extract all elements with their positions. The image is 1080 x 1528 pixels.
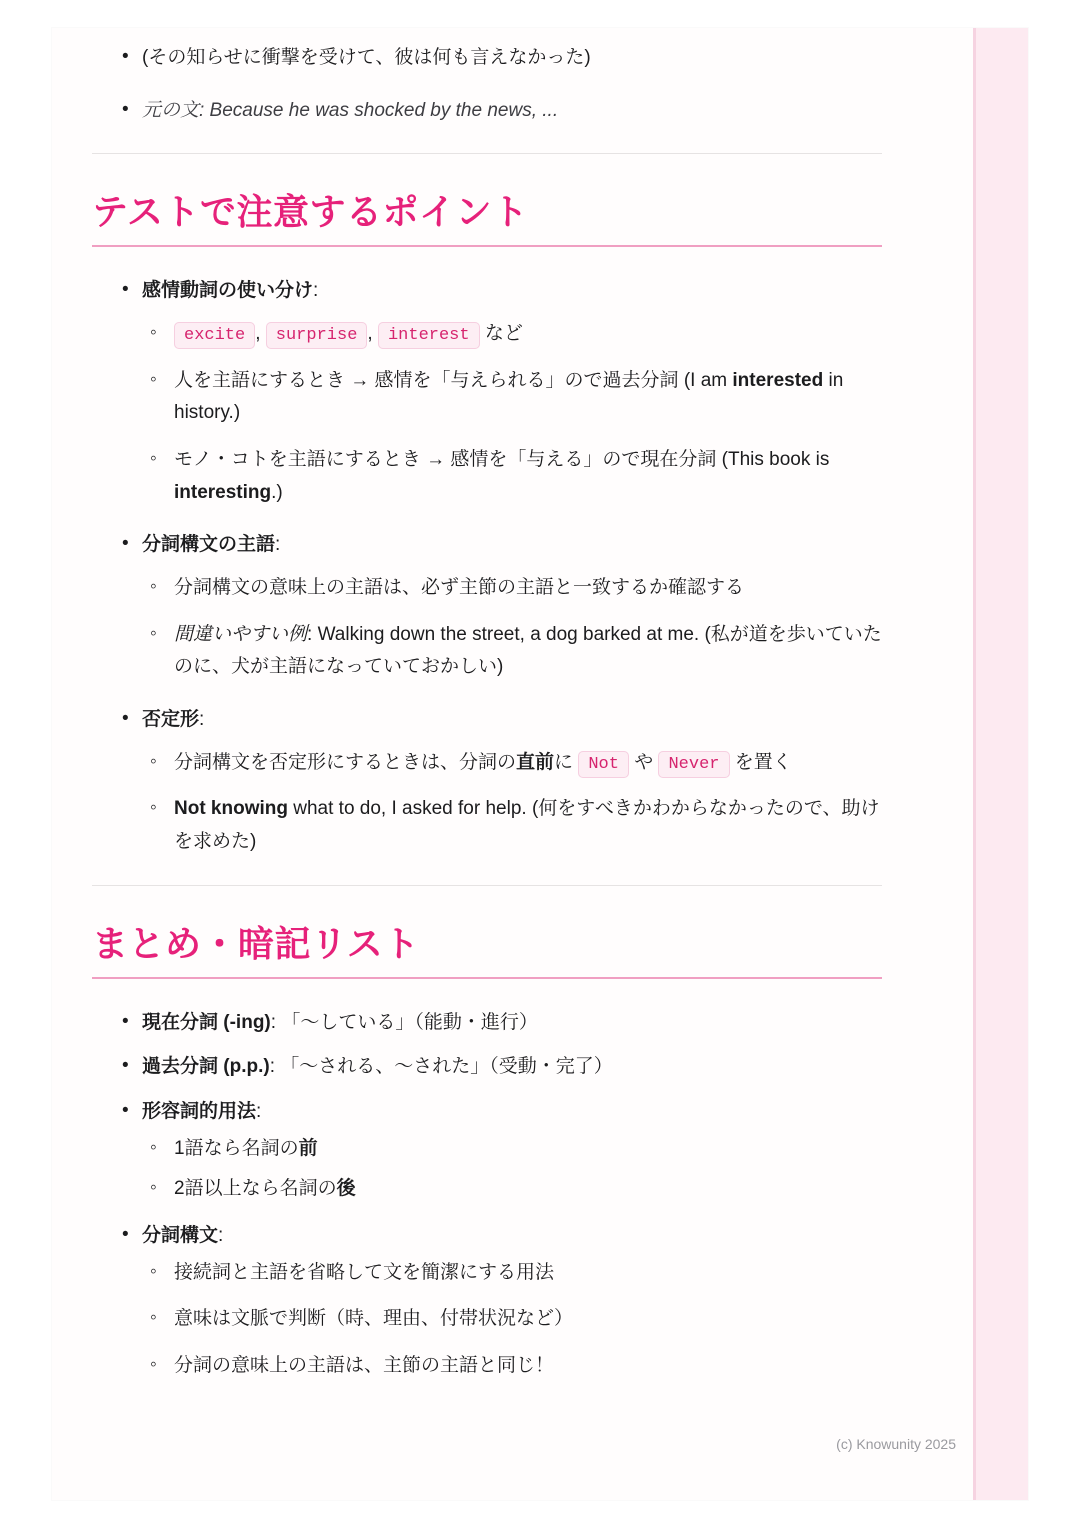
- section-heading-2: まとめ・暗記リスト: [92, 922, 420, 964]
- sub-list: [142, 572, 882, 684]
- item-label-suffix: :: [199, 709, 205, 731]
- list-item: [142, 444, 882, 509]
- sub-bold: 後: [336, 1178, 356, 1200]
- copyright-footer: (c) Knowunity 2025: [836, 1436, 956, 1452]
- page-side-strip-edge: [973, 28, 976, 1500]
- sub-pre: 分詞構文を否定形にするときは、分詞の: [174, 751, 517, 773]
- item-label-suffix: : 「〜される、〜された」（受動・完了）: [269, 1056, 613, 1078]
- list-item: [92, 1220, 882, 1383]
- list-item: [92, 42, 882, 75]
- code-chip-not: Not: [578, 751, 629, 778]
- item-label-suffix: :: [275, 534, 281, 556]
- sub-pre: 2語以上なら名詞の: [174, 1178, 337, 1200]
- list-item: [142, 318, 882, 351]
- list-item: [142, 365, 882, 430]
- item-label-suffix: :: [218, 1225, 224, 1247]
- section-rule-1: [92, 245, 882, 247]
- list-item: [142, 572, 882, 605]
- comma-1: ,: [255, 323, 266, 345]
- list-item: [92, 704, 882, 859]
- list-item: [142, 793, 882, 858]
- list-item: [142, 1350, 882, 1383]
- code-chip-surprise: surprise: [266, 322, 368, 349]
- sub-post: what to do, I asked for help. (何をすべきかわからなかったので、助けを求めた): [174, 798, 880, 853]
- sub-bold: 直前: [516, 751, 555, 773]
- item-label: 現在分詞 (-ing): [142, 1011, 271, 1033]
- sub-list: [142, 747, 882, 859]
- sub-mid: に: [554, 751, 579, 773]
- sub-post: を置く: [729, 751, 792, 773]
- list-item: [142, 619, 882, 684]
- sub-pre: 1語なら名詞の: [174, 1137, 299, 1159]
- document-page: [52, 28, 1028, 1500]
- list-item: [92, 1096, 882, 1206]
- comma-2: ,: [367, 323, 378, 345]
- sub-plain: 意味は文脈で判断（時、理由、付帯状況など）: [174, 1308, 574, 1330]
- top-bullet-1-text: (その知らせに衝撃を受けて、彼は何も言えなかった): [142, 47, 591, 68]
- sub-italic: 間違いやすい例: [174, 623, 308, 645]
- item-label: 否定形: [142, 709, 200, 731]
- sub-list: [142, 1133, 882, 1206]
- item-label: 形容詞的用法: [142, 1101, 257, 1123]
- sub-post: .): [271, 481, 283, 503]
- list-item: [142, 1173, 882, 1206]
- item-label: 過去分詞 (p.p.): [142, 1056, 270, 1078]
- list-item: [92, 275, 882, 509]
- sub-list: [142, 318, 882, 509]
- item-label: 分詞構文: [142, 1225, 219, 1247]
- divider: [92, 885, 882, 886]
- codes-tail: など: [479, 323, 523, 345]
- section-2-list: [92, 1007, 882, 1383]
- sub-pre: モノ・コトを主語にするとき → 感情を「与える」ので現在分詞 (This book is: [174, 449, 830, 471]
- sub-between: や: [628, 751, 659, 773]
- list-item: [142, 1257, 882, 1290]
- sub-list: [142, 1257, 882, 1383]
- item-label-suffix: : 「〜している」（能動・進行）: [270, 1011, 538, 1033]
- list-item: [92, 95, 882, 128]
- top-bullet-list: [92, 42, 882, 127]
- sub-post: : Walking down the street, a dog barked at me. (私が道を歩いていたのに、犬が主語になっていておかしい): [174, 623, 882, 678]
- list-item: [142, 1133, 882, 1166]
- list-item: [142, 747, 882, 780]
- section-1-list: [92, 275, 882, 858]
- top-bullet-2-rest: Because he was shocked by the news, ...: [204, 99, 559, 121]
- section-heading-1: テストで注意するポイント: [92, 191, 529, 233]
- page-side-strip: [976, 28, 1028, 1500]
- sub-pre: 人を主語にするとき → 感情を「与えられる」ので過去分詞 (I am: [174, 369, 733, 391]
- sub-bold: interesting: [174, 481, 272, 503]
- item-label-suffix: :: [313, 280, 319, 302]
- item-label: 分詞構文の主語: [142, 534, 276, 556]
- divider: [92, 153, 882, 154]
- sub-plain: 分詞の意味上の主語は、主節の主語と同じ！: [174, 1355, 555, 1377]
- item-label: 感情動詞の使い分け: [142, 280, 314, 302]
- sub-bold-lead: Not knowing: [174, 798, 288, 820]
- code-chip-never: Never: [658, 751, 729, 778]
- top-bullet-2-label: 元の文:: [142, 99, 205, 121]
- document-content: [92, 42, 882, 1403]
- list-item: [142, 1303, 882, 1336]
- list-item: [92, 1007, 882, 1040]
- sub-bold: interested: [732, 369, 824, 391]
- item-label-suffix: :: [256, 1101, 262, 1123]
- list-item: [92, 1051, 882, 1084]
- sub-post: in history.): [174, 369, 844, 424]
- sub-bold: 前: [298, 1137, 318, 1159]
- code-chip-excite: excite: [174, 322, 255, 349]
- sub-plain: 分詞構文の意味上の主語は、必ず主節の主語と一致するか確認する: [174, 577, 745, 599]
- list-item: [92, 529, 882, 684]
- sub-plain: 接続詞と主語を省略して文を簡潔にする用法: [174, 1261, 555, 1283]
- code-chip-interest: interest: [378, 322, 480, 349]
- section-rule-2: [92, 977, 882, 979]
